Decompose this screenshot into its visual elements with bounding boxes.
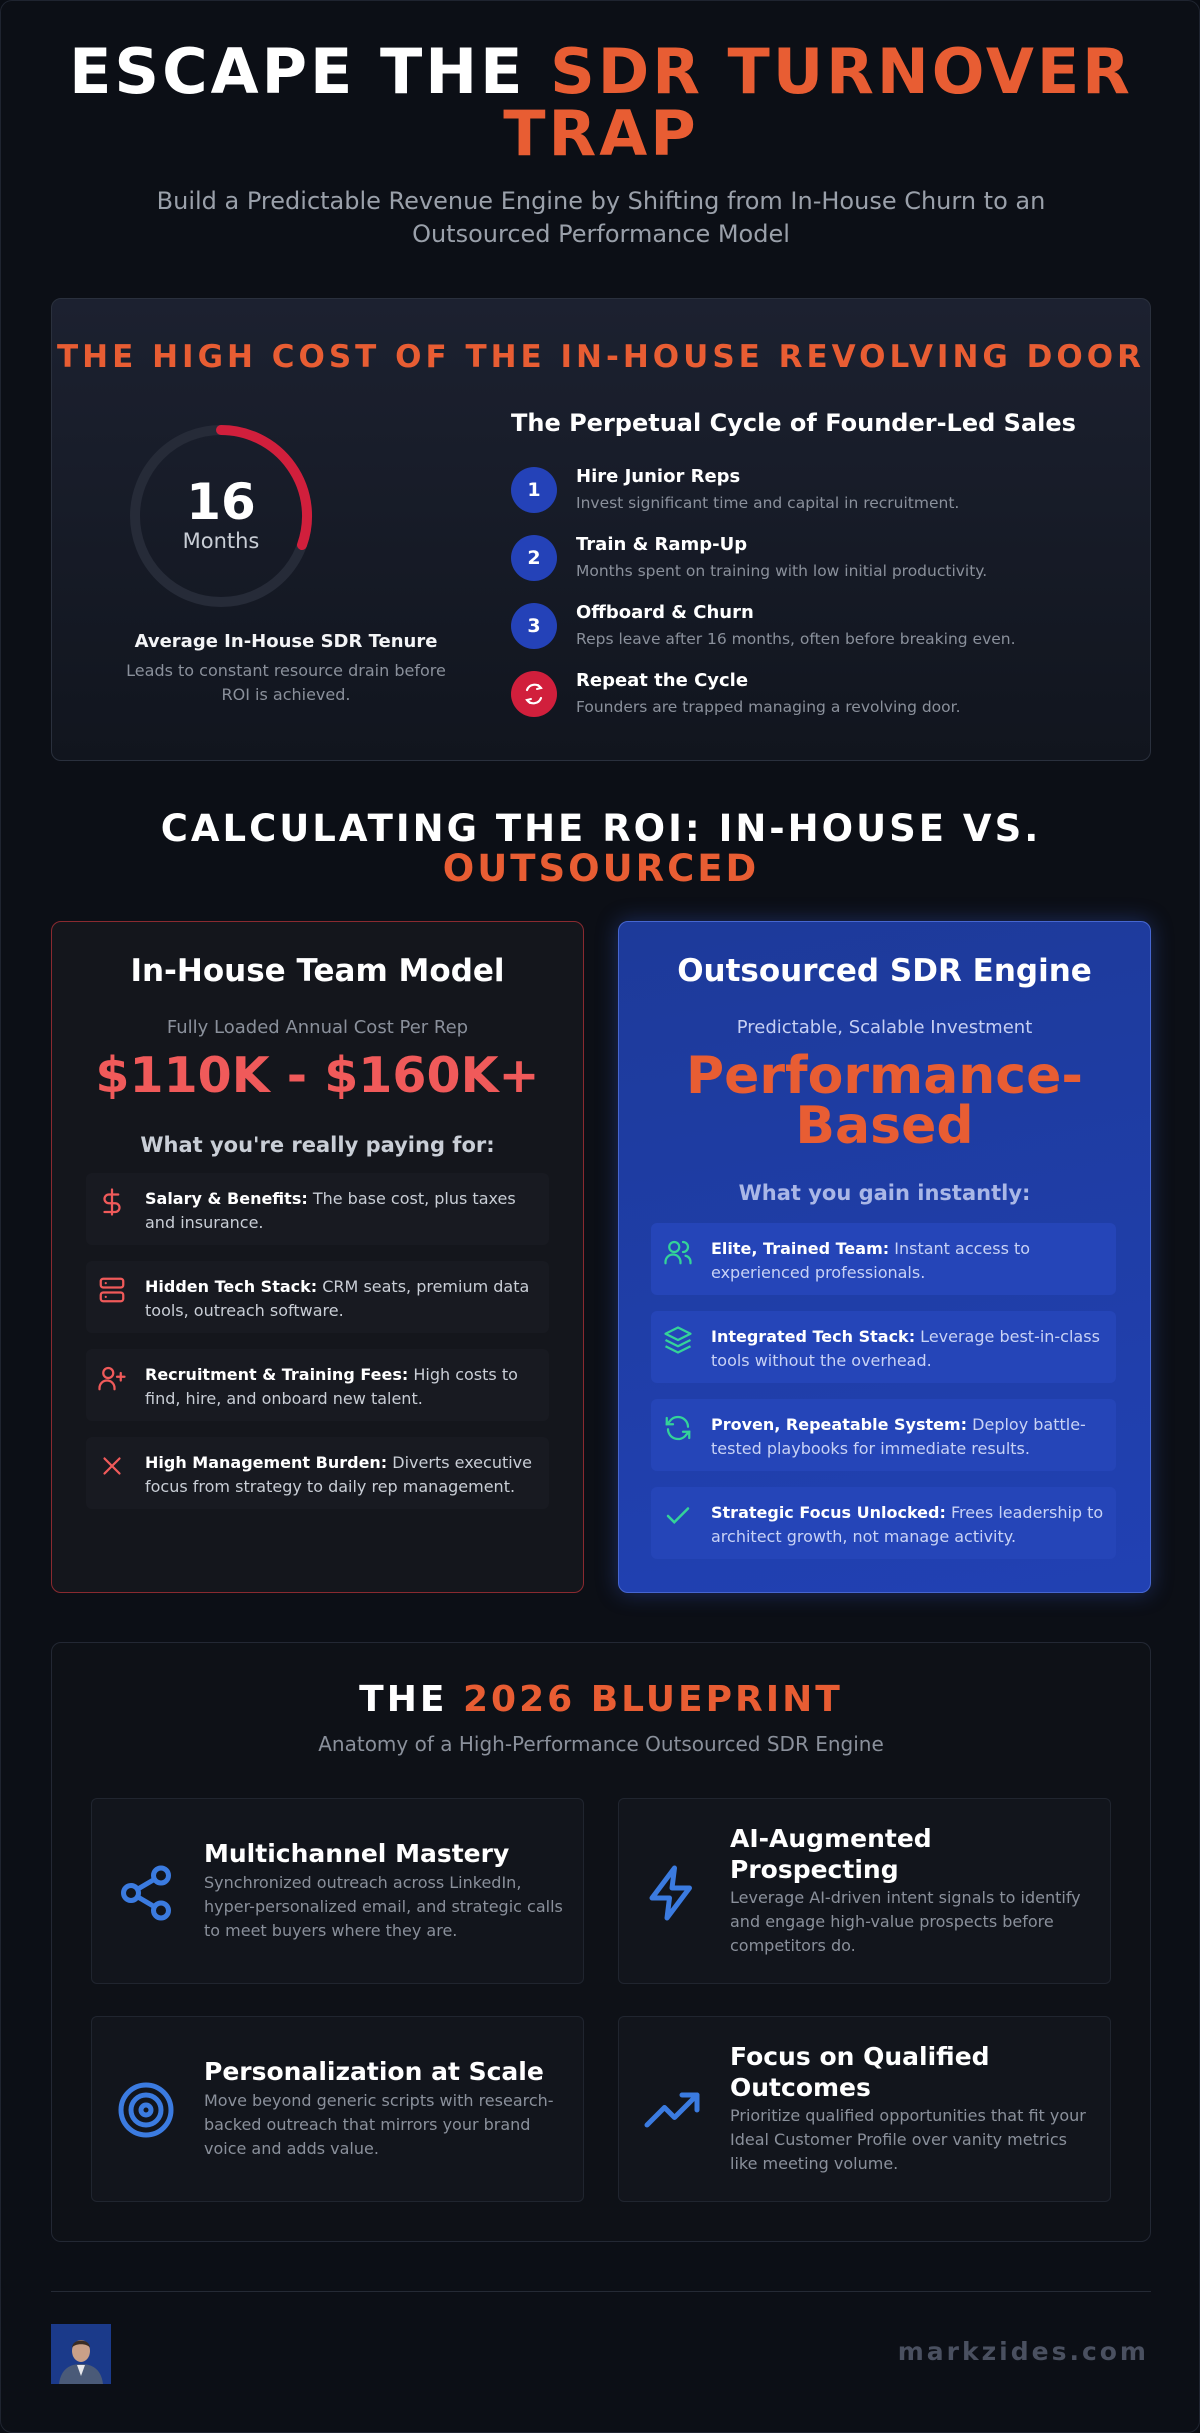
server-icon [97,1275,127,1305]
inhouse-paying-label: What you're really paying for: [140,1133,495,1157]
step-title-3: Offboard & Churn [576,602,754,623]
step-desc-repeat: Founders are trapped managing a revolving door. [576,698,961,716]
avatar [51,2324,111,2384]
outsourced-item-focus-text: Strategic Focus Unlocked: Frees leadership to architect growth, not manage activity. [711,1503,1104,1546]
step-desc-1: Invest significant time and capital in recruitment. [576,494,960,512]
footer-divider [51,2291,1151,2292]
step-desc-2: Months spent on training with low initial productivity. [576,562,988,580]
step-badge-1: 1 [511,467,557,513]
blueprint-card-multichannel-desc: Synchronized outreach across LinkedIn, hyper-personalized email, and strategic calls to meet buyers where they are. [204,1873,563,1940]
blueprint-card-personalization-title: Personalization at Scale [204,2057,544,2086]
inhouse-price: $110K - $160K+ [95,1047,540,1104]
cycle-title: The Perpetual Cycle of Founder-Led Sales [511,409,1076,437]
tenure-description: Leads to constant resource drain before ROI is achieved. [126,661,446,704]
inhouse-item-recruit-text: Recruitment & Training Fees: High costs to find, hire, and onboard new talent. [145,1365,518,1408]
target-icon [116,2080,176,2140]
inhouse-item-management-text: High Management Burden: Diverts executive focus from strategy to daily rep management. [145,1453,532,1496]
page-title: ESCAPE THE SDR TURNOVER TRAP [69,35,1133,170]
tenure-title: Average In-House SDR Tenure [134,631,438,652]
share-icon [116,1863,176,1923]
check-icon [663,1501,693,1531]
step-title-2: Train & Ramp-Up [576,534,748,555]
tenure-unit: Months [182,529,260,553]
blueprint-card-outcomes-title: Focus on Qualified Outcomes [730,2042,990,2102]
outsourced-headline: Performance- Based [686,1046,1083,1156]
outsourced-item-team-text: Elite, Trained Team: Instant access to experienced professionals. [711,1239,1031,1282]
outsourced-item-tech-text: Integrated Tech Stack: Leverage best-in-class tools without the overhead. [711,1327,1100,1370]
page-subtitle: Build a Predictable Revenue Engine by Shifting from In-House Churn to an Outsourced Performance Model [156,187,1046,248]
inhouse-item-salary-text: Salary & Benefits: The base cost, plus taxes and insurance. [145,1189,516,1232]
outsourced-subtitle: Predictable, Scalable Investment [736,1017,1033,1038]
inhouse-item-tech-text: Hidden Tech Stack: CRM seats, premium data tools, outreach software. [145,1277,530,1320]
repeat-icon [511,671,557,717]
blueprint-card-ai-desc: Leverage AI-driven intent signals to identify and engage high-value prospects before competitors do. [730,1888,1081,1955]
brand-website[interactable]: markzides.com [897,2337,1149,2366]
trending-up-icon [642,2080,702,2140]
person-avatar-image [51,2324,111,2384]
inhouse-title: In-House Team Model [130,953,505,989]
inhouse-subtitle: Fully Loaded Annual Cost Per Rep [166,1017,469,1038]
step-title-1: Hire Junior Reps [576,466,741,487]
step-desc-3: Reps leave after 16 months, often before breaking even. [576,630,1016,648]
tenure-value: 16 [186,473,256,531]
users-icon [663,1237,693,1267]
layers-icon [663,1325,693,1355]
blueprint-card-outcomes-desc: Prioritize qualified opportunities that fit your Ideal Customer Profile over vanity metrics like meeting volume. [730,2106,1086,2173]
outsourced-item-system-text: Proven, Repeatable System: Deploy battle-tested playbooks for immediate results. [711,1415,1086,1458]
x-icon [97,1451,127,1481]
step-title-repeat: Repeat the Cycle [576,670,749,691]
blueprint-card-multichannel-title: Multichannel Mastery [204,1839,510,1868]
blueprint-card-ai-title: AI-Augmented Prospecting [730,1824,932,1884]
lightning-icon [642,1863,702,1923]
blueprint-card-personalization-desc: Move beyond generic scripts with research-backed outreach that mirrors your brand voice and adds value. [204,2091,554,2158]
blueprint-subtitle: Anatomy of a High-Performance Outsourced SDR Engine [318,1732,884,1756]
refresh-icon [663,1413,693,1443]
step-badge-2: 2 [511,535,557,581]
dollar-icon [97,1187,127,1217]
cost-heading: THE HIGH COST OF THE IN-HOUSE REVOLVING DOOR [57,339,1145,375]
outsourced-gain-label: What you gain instantly: [738,1181,1031,1205]
outsourced-title: Outsourced SDR Engine [677,953,1092,989]
step-badge-repeat [511,671,557,717]
user-plus-icon [97,1363,127,1393]
blueprint-title: THE 2026 BLUEPRINT [359,1679,843,1720]
step-badge-3: 3 [511,603,557,649]
roi-title: CALCULATING THE ROI: IN-HOUSE VS. OUTSOURCED [160,807,1042,890]
